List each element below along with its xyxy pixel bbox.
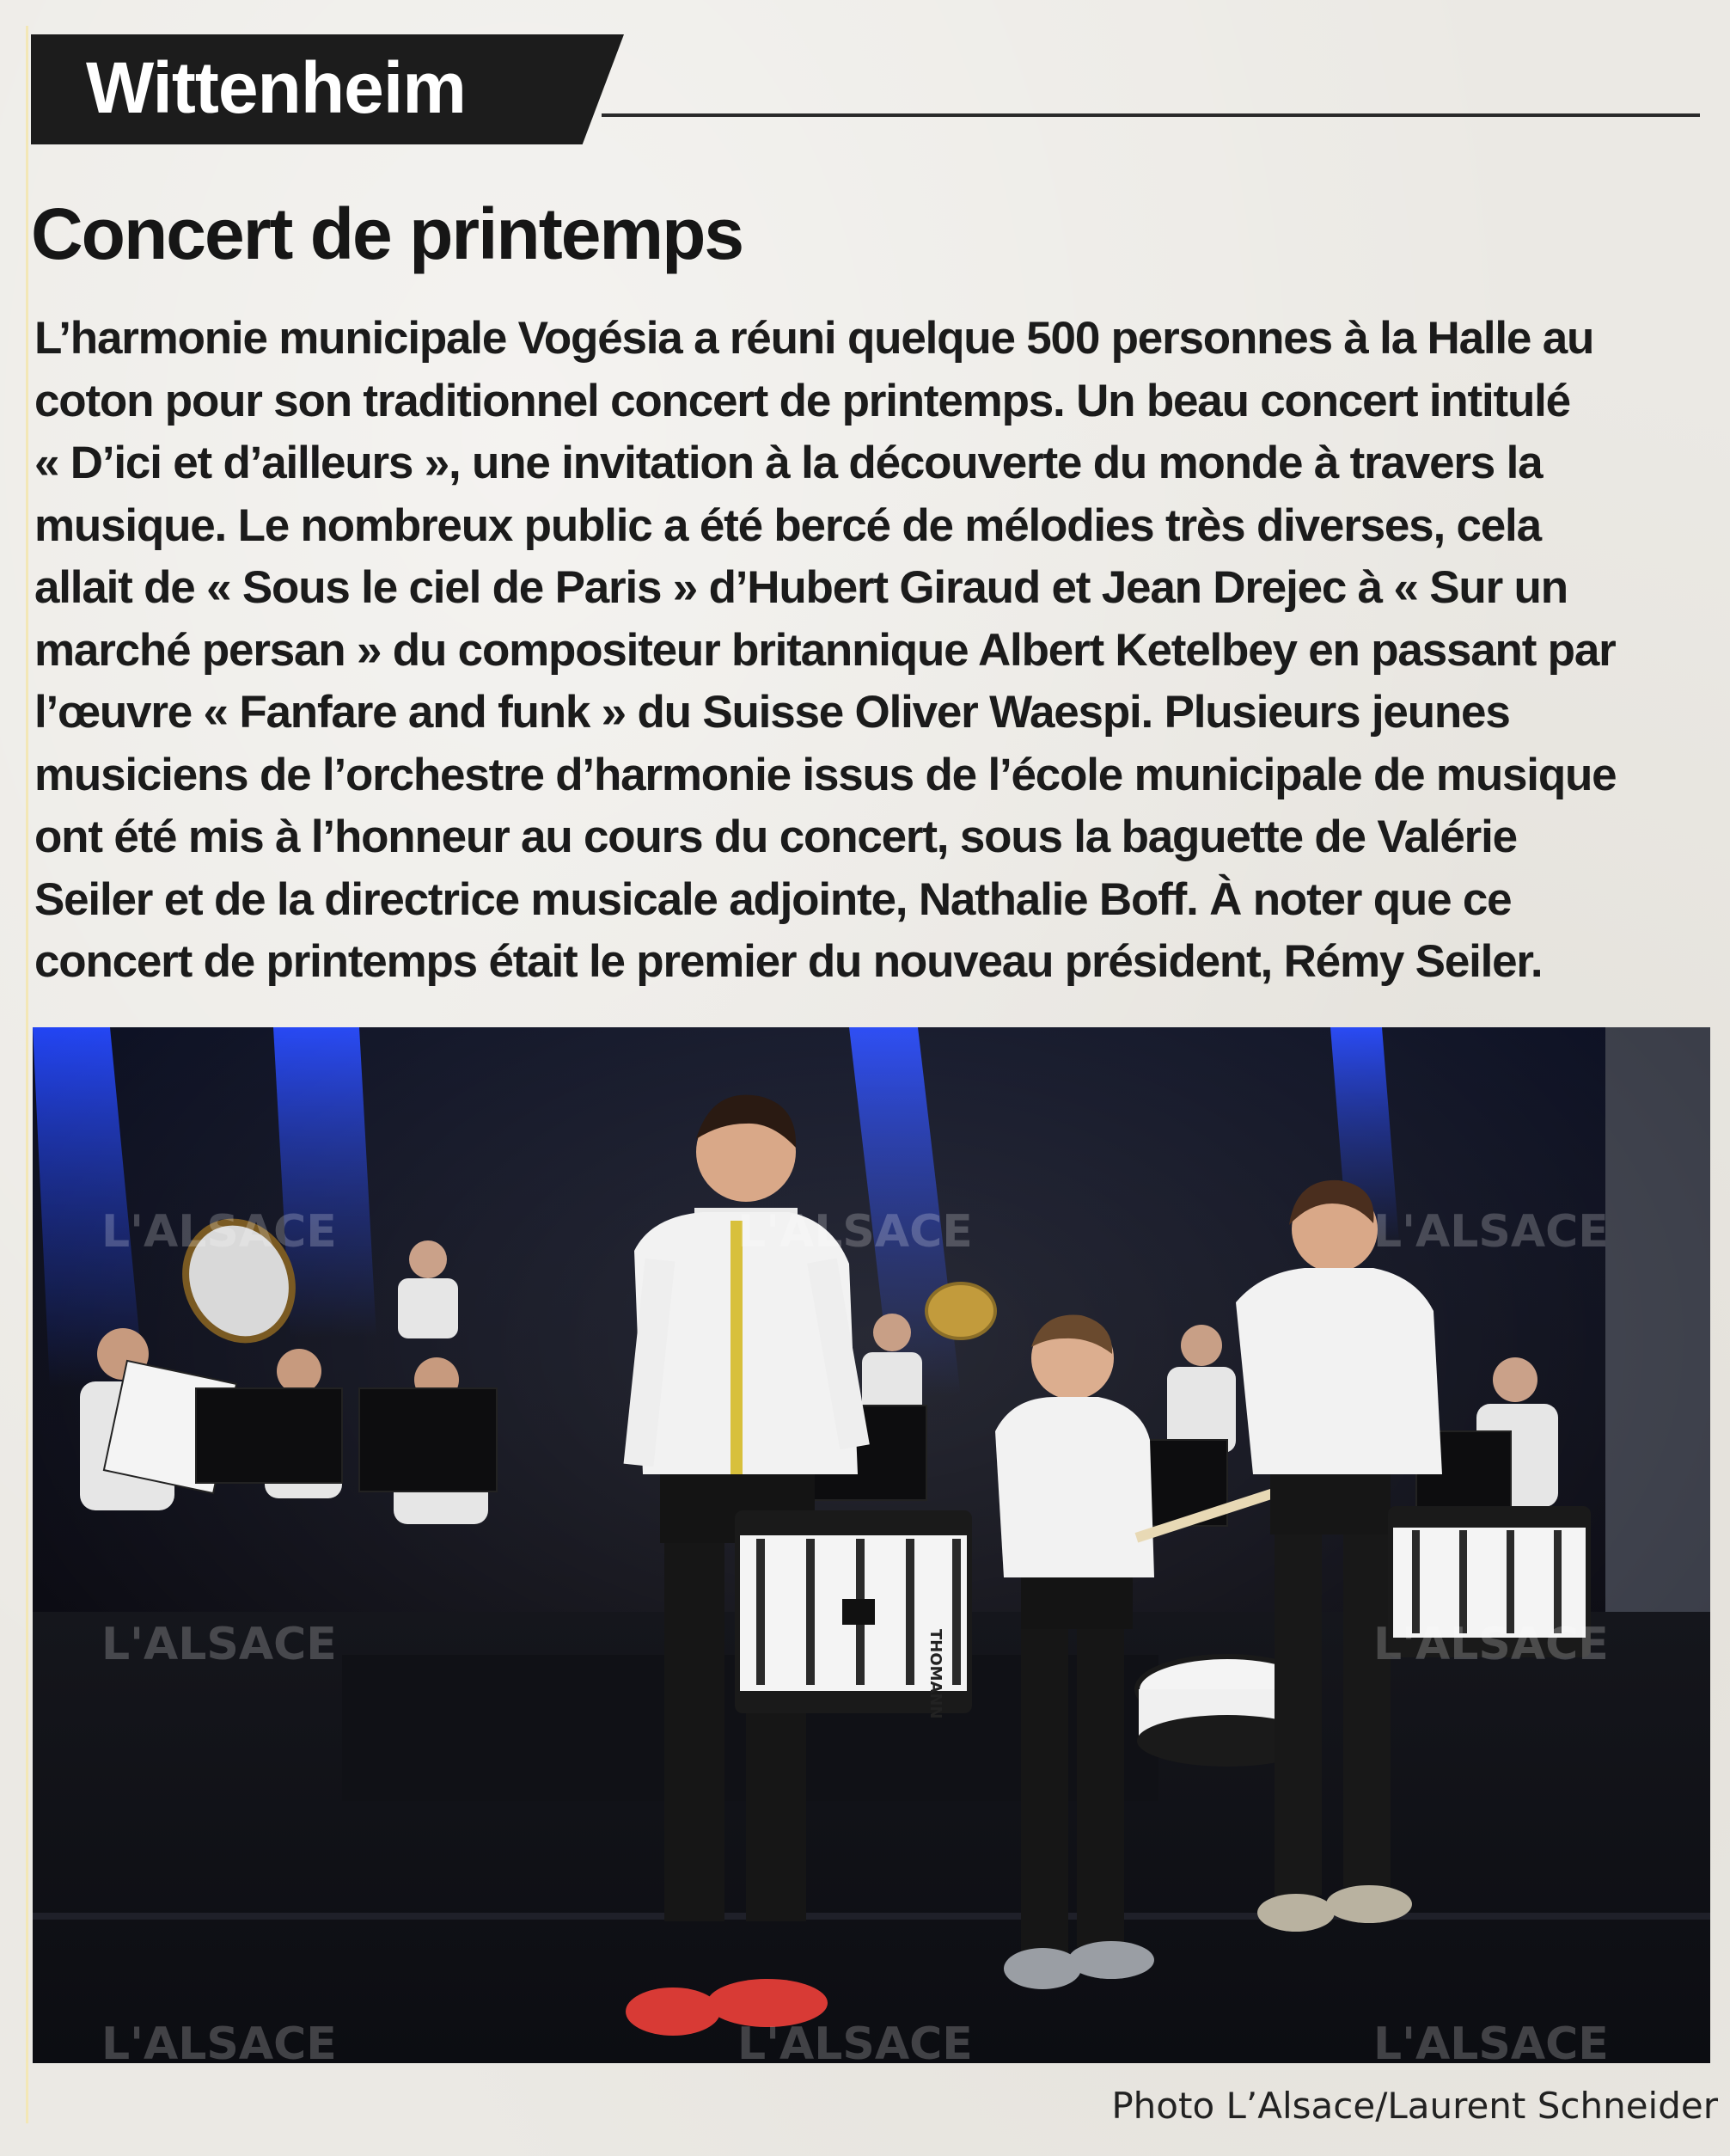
page-fold-rule [26, 26, 28, 2123]
photo-watermark: L'ALSACE [1373, 1206, 1609, 1258]
body-line: l’œuvre « Fanfare and funk » du Suisse Oliver Waespi. Plusieurs jeunes [34, 687, 1510, 738]
body-line: marché persan » du compositeur britannique Albert Ketelbey en passant par [34, 624, 1616, 676]
photo-watermark: L'ALSACE [1373, 1619, 1609, 1670]
body-line: coton pour son traditionnel concert de printemps. Un beau concert intitulé [34, 375, 1570, 426]
concert-photo-illustration [33, 1027, 1710, 2063]
body-line: ont été mis à l’honneur au cours du concert, sous la baguette de Valérie [34, 812, 1517, 862]
photo-watermark: L'ALSACE [101, 2018, 337, 2063]
body-line: concert de printemps était le premier du nouveau président, Rémy Seiler. [34, 936, 1543, 987]
article-headline: Concert de printemps [31, 193, 743, 274]
photo-watermark: L'ALSACE [1373, 2018, 1609, 2063]
drum-brand-label: THOMANN [926, 1629, 944, 1719]
body-line: Seiler et de la directrice musicale adjointe, Nathalie Boff. À noter que ce [34, 873, 1512, 925]
concert-photo [33, 1027, 1710, 2063]
photo-watermark: L'ALSACE [737, 2018, 973, 2063]
body-line: L’harmonie municipale Vogésia a réuni quelque 500 personnes à la Halle au [34, 313, 1594, 364]
body-line: « D’ici et d’ailleurs », une invitation à la découverte du monde à travers la [34, 438, 1543, 488]
body-line: musique. Le nombreux public a été bercé de mélodies très diverses, cela [34, 499, 1541, 551]
body-line: musiciens de l’orchestre d’harmonie issus de l’école municipale de musique [34, 749, 1617, 800]
photo-watermark: L'ALSACE [737, 1206, 973, 1258]
photo-watermark: L'ALSACE [101, 1619, 337, 1670]
section-label: Wittenheim [86, 47, 466, 128]
body-line: allait de « Sous le ciel de Paris » d’Hubert Giraud et Jean Drejec à « Sur un [34, 562, 1568, 613]
tuba [926, 1283, 995, 1338]
section-rule [602, 113, 1700, 117]
photo-watermark: L'ALSACE [101, 1206, 337, 1258]
article-body [34, 308, 1702, 994]
photo-credit: Photo L’Alsace/Laurent Schneider [1111, 2085, 1718, 2127]
